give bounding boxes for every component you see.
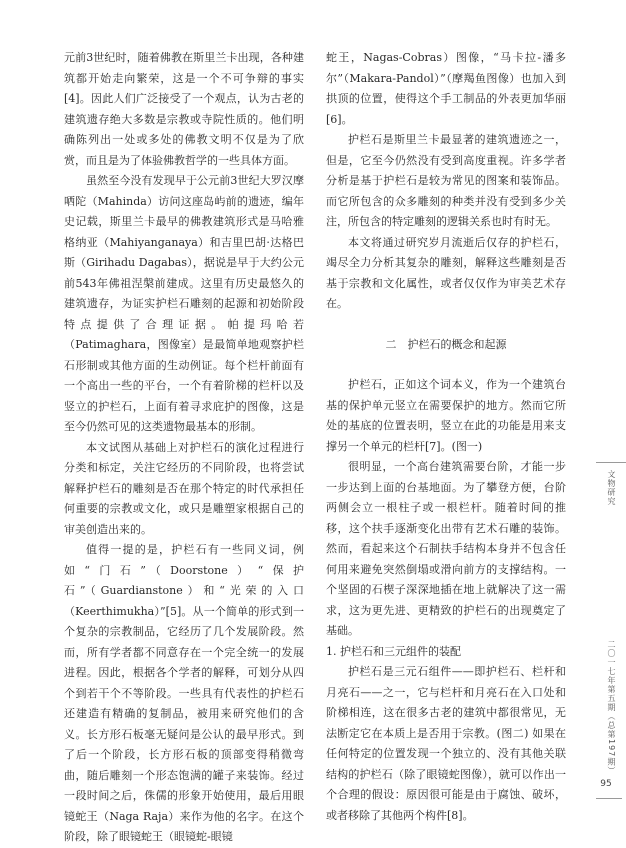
sub-heading: 1. 护栏石和三元组件的装配 bbox=[326, 644, 461, 658]
page-number: 95 bbox=[600, 779, 612, 789]
paragraph: 蛇王，Nagas-Cobras）图像，“马卡拉-潘多尔”（Makara-Pandol）”（摩羯鱼图像）也加入到拱顶的位置，使得这个手工制品的外表更加华丽[6]。 bbox=[326, 51, 566, 126]
paragraph: 本文将通过研究岁月流逝后仅存的护栏石，竭尽全力分析其复杂的雕刻，解释这些雕刻是否基于宗教和文化属性，或者仅仅作为审美艺术存在。 bbox=[326, 235, 566, 310]
paragraph: 护栏石是斯里兰卡最显著的建筑遗迹之一，但是，它至今仍然没有受到高度重视。许多学者分析是基于护栏石是较为常见的图案和装饰品。而它所包含的众多雕刻的种类并没有受到多少关注，所包含的特定雕刻的逻辑关系也时有时无。 bbox=[326, 133, 566, 228]
page-number-rule bbox=[596, 798, 622, 799]
paragraph: 护栏石是三元石组件——即护栏石、栏杆和月亮石——之一，它与栏杆和月亮石在入口处和阶梯相连，这在很多古老的建筑中都很常见，无法断定它在本质上是否用于宗教。(图二) 如果在任何特定的位置发现一个独立的、没有其他关联结构的护栏石（除了眼镜蛇图像），就可以作出一个合理的假设：原因很可能是由于腐蚀、破坏，或者移除了其他两个构件[8]。 bbox=[326, 665, 566, 822]
left-column bbox=[64, 48, 304, 848]
paragraph: 元前3世纪时，随着佛教在斯里兰卡出现，各种建筑都开始走向繁荣，这是一个不可争辩的事实[4]。因此人们广泛接受了一个观点，认为古老的建筑遗存绝大多数是宗教或寺院性质的。他们明确陈列出一处或多处的佛教文明不仅是为了欣赏，而且是为了体验佛教哲学的一些具体方面。 bbox=[64, 51, 304, 167]
sidebar-divider bbox=[596, 462, 626, 463]
journal-name: 文物研究 bbox=[607, 470, 616, 506]
right-column bbox=[326, 48, 566, 826]
paragraph: 值得一提的是，护栏石有一些同义词，例如“门石”（Doorstone）“保护石”（Guardianstone）和“光荣的入口（Keerthimukha）”[5]。从一个简单的形式到一个复杂的宗教制品，它经历了几个发展阶段。然而，所有学者都不同意存在一个完全统一的发展进程。因此，根据各个学者的解释，可划分从四个到若干个不等阶段。一些具有代表性的护栏石还建造有精确的复制品，被用来研究他们的含义。长方形石板毫无疑问是公认的最早形式。到了后一个阶段，长方形石板的顶部变得稍微弯曲，随后雕刻一个形态饱满的罐子来装饰。经过一段时间之后，侏儒的形象开始使用，最后用眼镜蛇王（Naga Raja）来作为他的名字。在这个阶段，除了眼镜蛇王（眼镜蛇-眼镜 bbox=[64, 543, 304, 843]
paragraph: 本文试图从基础上对护栏石的演化过程进行分类和标定，关注它经历的不同阶段，也将尝试解释护栏石的雕刻是否在那个特定的时代承担任何重要的宗教或文化，或只是雕塑家根据自己的审美创造出来的。 bbox=[64, 440, 304, 536]
paragraph: 护栏石，正如这个词本义，作为一个建筑台基的保护单元竖立在需要保护的地方。然而它所处的基底的位置表明，竖立在此的功能是用来支撑另一个单元的栏杆[7]。(图一) bbox=[326, 378, 566, 453]
section-heading: 二 护栏石的概念和起源 bbox=[385, 337, 507, 351]
paragraph: 虽然至今没有发现早于公元前3世纪大罗汉摩哂陀（Mahinda）访问这座岛屿前的遗迹，编年史记载，斯里兰卡最早的佛教建筑形式是马哈雅格纳亚（Mahiyanganaya）和吉里巴胡·达格巴斯（Girihadu Dagabas），据说是早于大约公元前543年佛祖涅槃前建成。这里有历史最悠久的建筑遗存，为证实护栏石雕刻的起源和初始阶段特点提供了合理证据。帕提玛哈若（Patimaghara，图像室）是最简单地观察护栏石形制或其他方面的生动例证。每个栏杆前面有一个高出一些的平台，一个有着阶梯的栏杆以及竖立的护栏石，上面有着寻求庇护的图像，这是至今仍然可见的这类遗物最基本的形制。 bbox=[64, 174, 304, 433]
issue-label: 二〇一七年第五期（总第197期） bbox=[607, 640, 616, 776]
paragraph: 很明显，一个高台建筑需要台阶，才能一步一步达到上面的台基地面。为了攀登方便，台阶两侧会立一根柱子或一根栏杆。随着时间的推移，这个扶手逐渐变化出带有艺术石雕的装饰。然而，看起来这个石制扶手结构本身并不包含任何用来避免突然倒塌或滑向前方的支撑结构。一个坚固的石楔子深深地插在地上就解决了这一需求，这为更先进、更精致的护栏石的出现奠定了基础。 bbox=[326, 460, 566, 637]
